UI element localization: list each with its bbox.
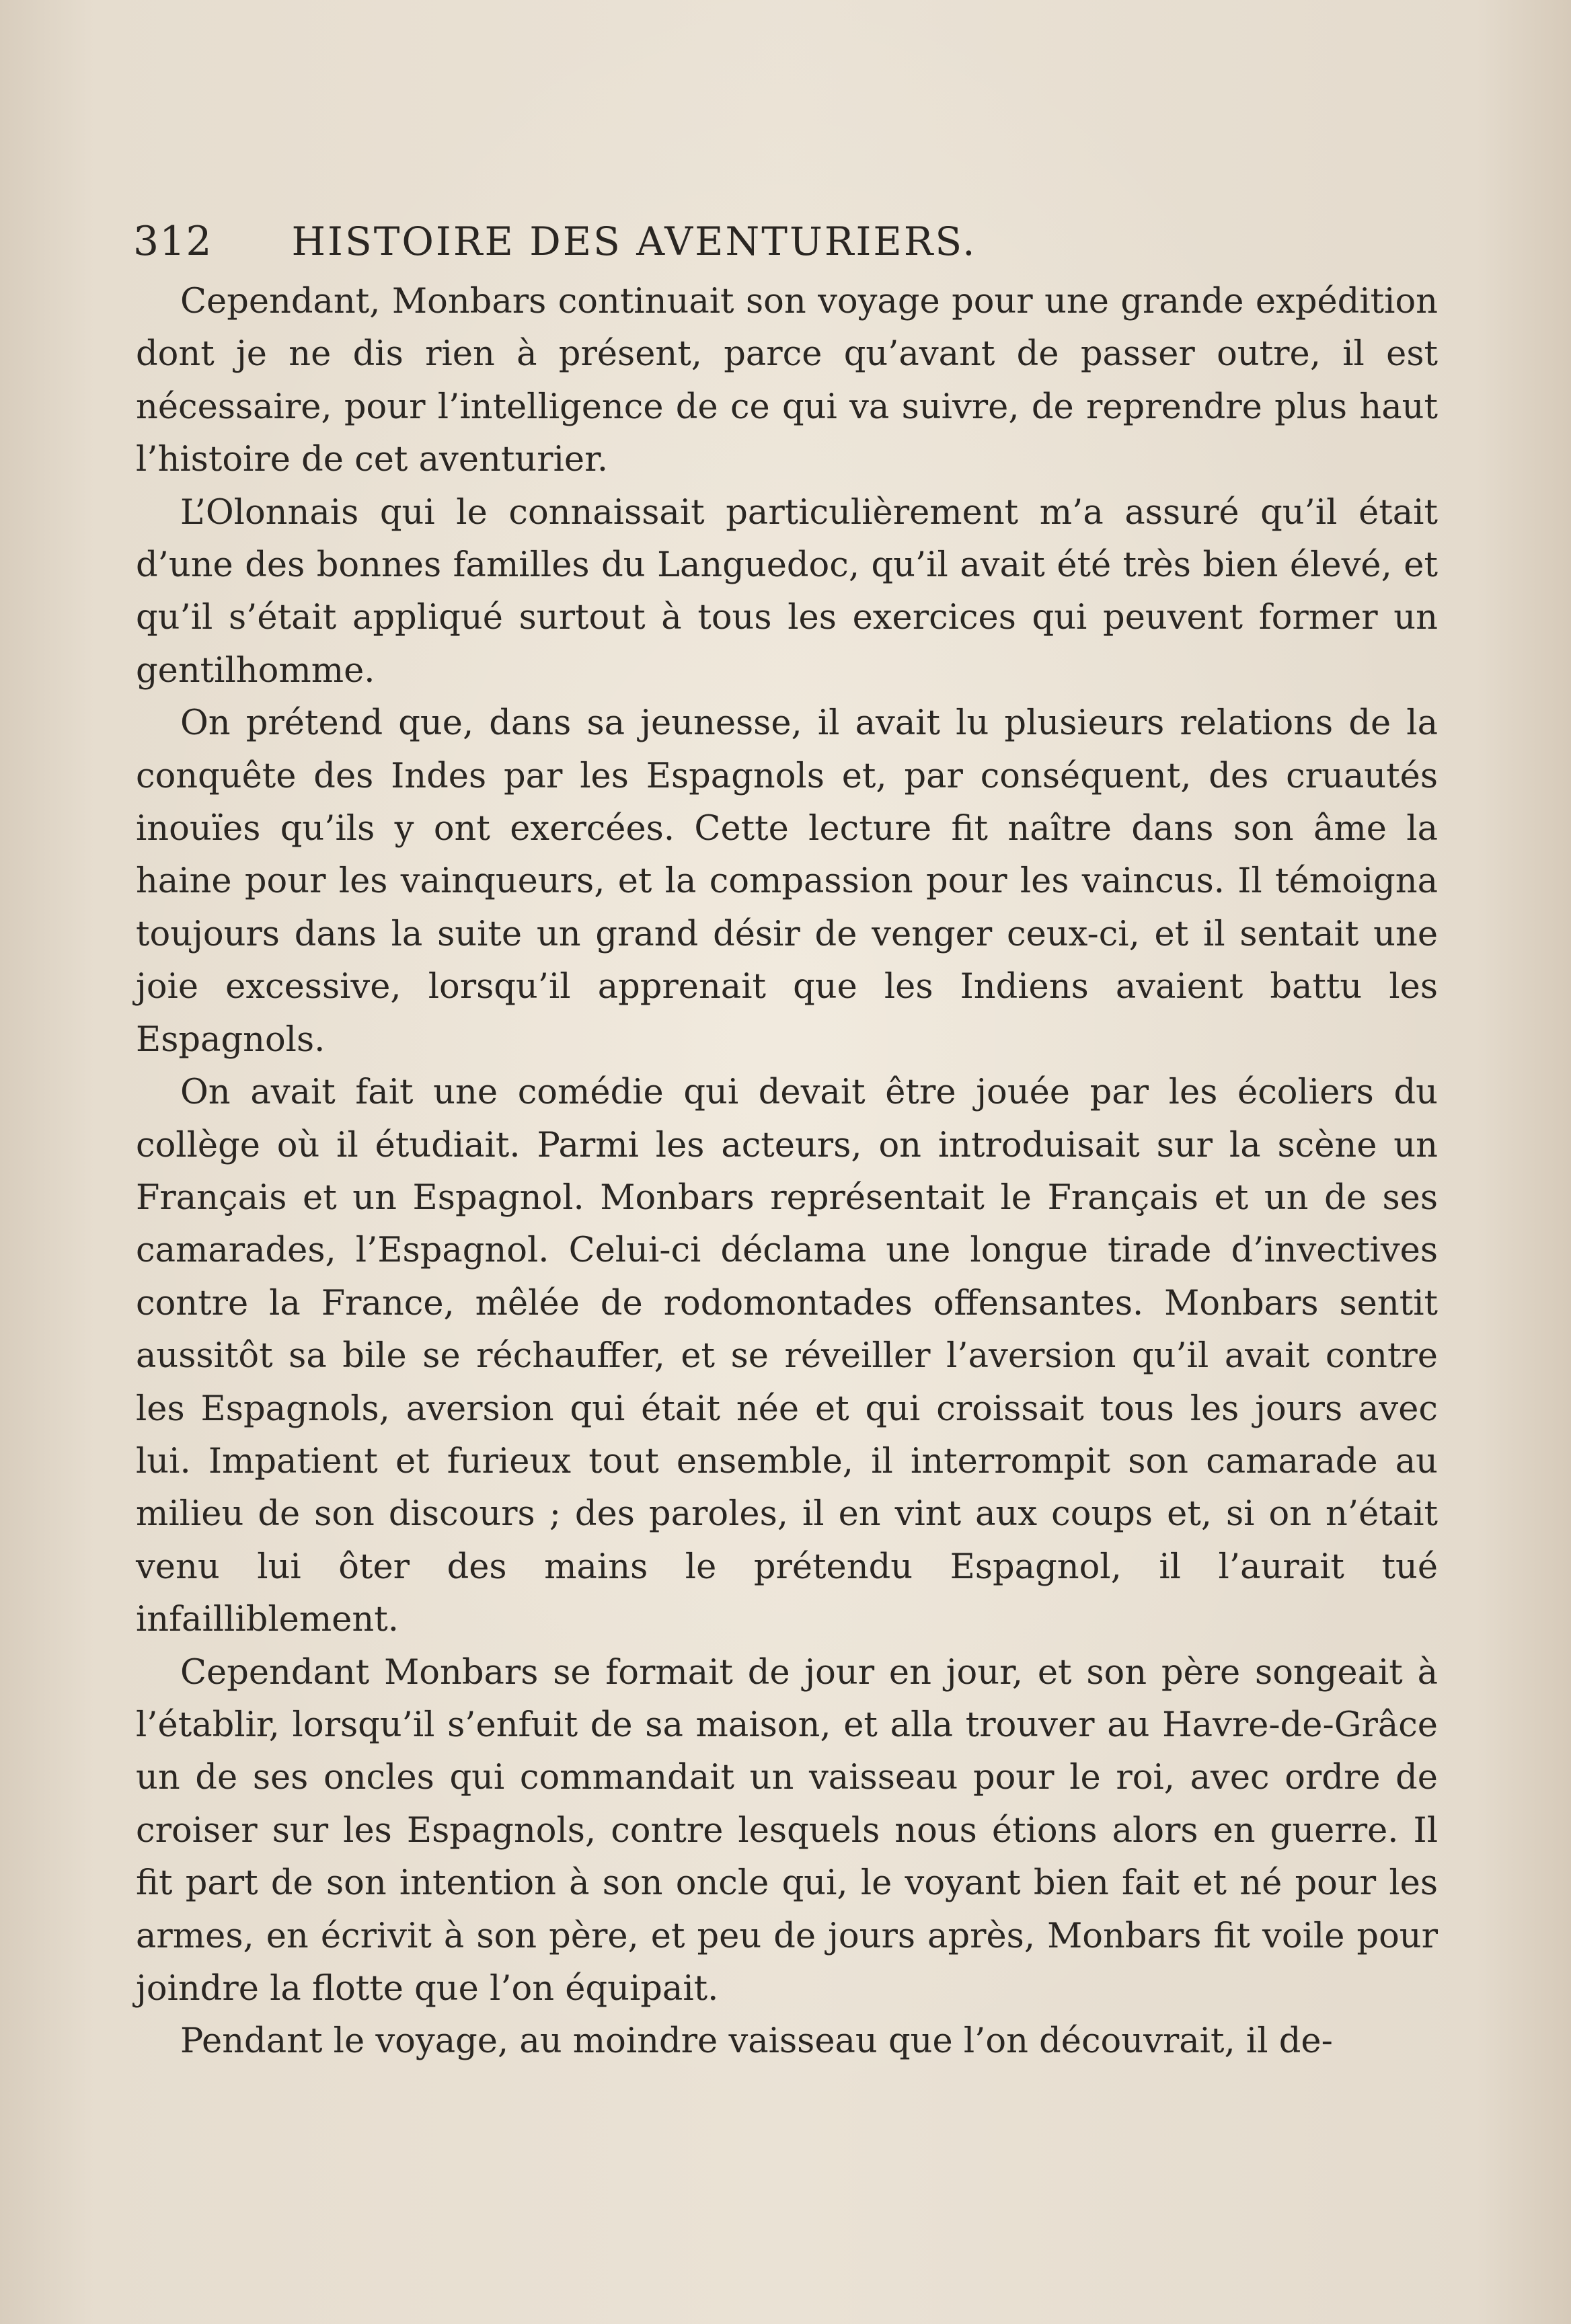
paragraph: L’Olonnais qui le connaissait particulièrement m’a assuré qu’il était d’une des bonnes familles du Languedoc, qu’il avait été très bien élevé, et qu’il s’était appliqué surtout à tous les exercices qui peuvent former un gentilhomme. — [136, 492, 1438, 691]
paragraph: Cependant, Monbars continuait son voyage pour une grande expédition dont je ne dis rien à présent, parce qu’avant de passer outre, il est nécessaire, pour l’intelligence de ce qui va suivre, de reprendre plus haut l’histoire de cet aventurier. — [136, 282, 1438, 480]
paragraph: Cependant Monbars se formait de jour en jour, et son père songeait à l’établir, lorsqu’il s’enfuit de sa maison, et alla trouver au Havre-de-Grâce un de ses oncles qui commandait un vaisseau pour le roi, avec ordre de croiser sur les Espagnols, contre lesquels nous étions alors en guerre. Il fit part de son intention à son oncle qui, le voyant bien fait et né pour les armes, en écrivit à son père, et peu de jours après, Monbars fit voile pour joindre la flotte que l’on équipait. — [136, 1652, 1438, 2009]
paragraph: On avait fait une comédie qui devait être jouée par les écoliers du collège où il étudiait. Parmi les acteurs, on introduisait sur la scène un Français et un Espagnol. Monbars représentait le Français et un de ses camarades, l’Espagnol. Celui-ci déclama une longue tirade d’invectives contre la France, mêlée de rodomontades offensantes. Monbars sentit aussitôt sa bile se réchauffer, et se réveiller l’aversion qu’il avait contre les Espagnols, aversion qui était née et qui croissait tous les jours avec lui. Impatient et furieux tout ensemble, il interrompit son camarade au milieu de son discours ; des paroles, il en vint aux coups et, si on n’était venu lui ôter des mains le prétendu Espagnol, il l’aurait tué infailliblement. — [136, 1073, 1438, 1640]
page-header — [133, 211, 1135, 272]
running-title: HISTOIRE DES AVENTURIERS. — [291, 219, 977, 264]
body-text — [136, 276, 1438, 2068]
paragraph: On prétend que, dans sa jeunesse, il avait lu plusieurs relations de la conquête des Indes par les Espagnols et, par conséquent, des cruautés inouïes qu’ils y ont exercées. Cette lecture fit naître dans son âme la haine pour les vainqueurs, et la compassion pour les vaincus. Il témoigna toujours dans la suite un grand désir de venger ceux-ci, et il sentait une joie excessive, lorsqu’il apprenait que les Indiens avaient battu les Espagnols. — [136, 703, 1438, 1060]
paragraph: Pendant le voyage, au moindre vaisseau que l’on découvrait, il de- — [180, 2021, 1333, 2062]
page-number: 312 — [133, 218, 213, 265]
